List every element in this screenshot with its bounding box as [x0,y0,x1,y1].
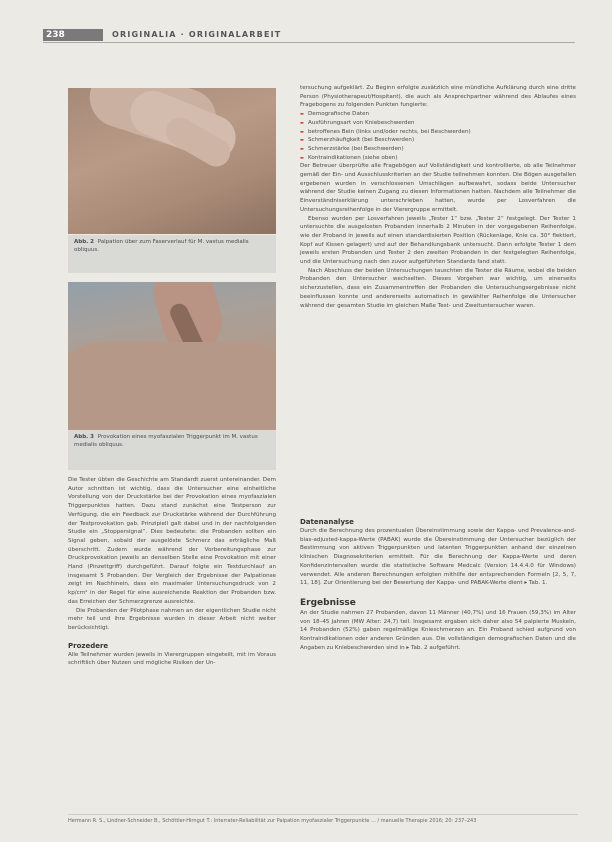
figure-3-caption-text: Provokation eines myofaszialen Triggerpunkt im M. vastus medialis obliquus. [74,434,258,448]
right-column [300,84,576,310]
figure-2-caption [68,235,276,273]
figure-3-label: Abb. 3 [74,434,94,440]
body-paragraph: Ebenso wurden per Losverfahren jeweils „Tester 1“ bzw. „Tester 2“ festgelegt. Der Tester 1 untersuchte die ausgelosten Probanden innerhalb 2 Minuten in der vorgegebenen Reihenfolge, wie der Proband in jeweils auf einen standardisierten Position (Rückenlage, Knie ca. 30° flektiert, Kopf auf Kissen gelagert) und auf der Behandlungsbank untersucht. Dann erfolgte Tester 1 dem jeweils ersten Probanden und Tester 2 den zweiten Probanden in der festgelegten Reihenfolge, und die Untersuchung nach den zuvor aufgeführten Standards fand statt. [300,215,576,266]
leg-shape [68,342,276,430]
body-paragraph: An der Studie nahmen 27 Probanden, davon 11 Männer (40,7%) und 16 Frauen (59,3%) im Alter von 18–45 Jahren (MW Alter: 24,7) teil. Insgesamt ergaben sich daher also 54 palpierte Muskeln, 14 Probanden (52%) gaben regelmäßige Knieschmerzen an. Ein Proband schied aufgrund von Kontraindikationen oder anderen Gründen aus. Die vollständigen demografischen Daten und die Angaben zu Kniebeschwerden sind in ▸ Tab. 2 aufgeführt. [300,609,576,651]
body-paragraph: tersuchung aufgeklärt. Zu Beginn erfolgte zusätzlich eine mündliche Aufklärung durch eine dritte Person (Physiotherapeut/Hospitant), die auch als Ansprechpartner während des Ablaufes eines Fragebogens zu folgenden Punkten fungierte: [300,85,576,109]
bullet-item: ▬ Schmerzstärke (bei Beschwerden) [300,145,576,154]
figure-3-photo [68,282,276,430]
section-label: ORIGINALIA · ORIGINALARBEIT [112,30,282,39]
body-paragraph: Durch die Berechnung des prozentualen Übereinstimmung sowie der Kappa- und Prevalence-and-bias-adjusted-kappa-Werte (PABAK) wurde die Übereinstimmung der Untersucher bezüglich der Bestimmung von aktiven Triggerpunkten und latenten Triggerpunkten anhand der einzelnen klinischen Diagnosekriterien ermittelt. Für die Berechnung der Kappa-Werte und deren Konfidenzintervallen wurde die statistische Software Medcalc (Version 14.4.4.0 für Windows) verwendet. Alle anderen Berechnungen erfolgten mithilfe der entsprechenden Formeln [2, 5, 7, 11, 18]. Zur Orientierung bei der Bewertung der Kappa- und PABAK-Werte dient ▸ Tab. 1. [300,528,576,587]
figure-2-caption-text: Palpation über zum Faserverlauf für M. vastus medialis obliquus. [74,239,249,253]
figure-3-caption [68,430,276,470]
bullet-item: ▬ Demografische Daten [300,110,576,119]
right-column-lower [300,517,576,652]
page-number: 238 [46,30,65,40]
data-analysis-heading: Datenanalyse [300,518,354,526]
header-rule [43,42,575,43]
body-paragraph: Der Betreuer überprüfte alle Fragebögen auf Vollständigkeit und kontrollierte, ob alle Teilnehmer gemäß der Ein- und Ausschlusskriterien an der Studie teilnehmen konnten. Die Bögen ausgefallen ergebenen wurden in verschlossenen Umschlägen aufbewahrt, sodass beide Untersucher während der Studie keinen Zugang zu diesen Informationen hatten. Nachdem alle Teilnehmer die Einverständniserklärung unterschrieben hatten, wurde per Losverfahren die Untersuchungsreihenfolge in der Vierergruppe ermittelt. [300,163,576,213]
body-paragraph: Die Tester übten die Geschichte am Standardt zuerst untereinander. Dem Autor schnitten ist wichtig, dass die Untersucher eine einheitliche Vorstellung von der Druckstärke bei der Provokation eines myofaszialen Triggerpunktes hatten. Dazu stand zunächst eine Testperson zur Verfügung, die ein Feedback zur Druckstärke während der Durchführung der Testprovokation gab. Prinzipiell galt dabei und in der nachfolgenden Studie ein „Stoppersignal“. Dies bedeutete: die Probanden sollten ein Signal geben, sobald der ausgelöste Schmerz das erträgliche Maß überschritt. Zudem wurde während der Vorbereitungsphase zur Druckprovokation jeweils an denselben Stelle eine Provokation mit einer Hand (Pinzettgriff) durchgeführt. Darauf folgte ein Testdurchlauf an insgesamt 5 Probanden. Der Vergleich der Ergebnisse der Palpationse zeigt im Nachhinein, dass ein maximaler Untersuchungsdruck von 2 kp/cm² in der Regel für eine ausreichende Reaktion der Probanden bzw. das Erreichen der Schmerzgrenze ausreichte. [68,477,276,605]
figure-2-label: Abb. 2 [74,239,94,245]
bullet-item: ▬ Ausführungsart von Kniebeschwerden [300,119,576,128]
left-column [68,476,276,668]
results-heading: Ergebnisse [300,597,356,608]
procedure-heading: Prozedere [68,641,109,650]
footer-citation: Hermann R. S., Lindner-Schneider B., Schöttler-Hirngut T.: Interrater-Reliabilität zur Palpation myofaszialer Triggerpunkte ... / manuelle Therapie 2016; 20: 237–243 [68,818,477,824]
bullet-item: ▬ Kontraindikationen (siehe oben) [300,154,576,163]
bullet-item: ▬ Schmerzhäufigkeit (bei Beschwerden) [300,136,576,145]
body-paragraph: Die Probanden der Pilotphase nahmen an der eigentlichen Studie nicht mehr teil und ihre Ergebnisse wurden in dieser Arbeit nicht weiter berücksichtigt. [68,607,276,631]
footer-rule [68,814,578,815]
bullet-item: ▬ betroffenes Bein (links und/oder rechts, bei Beschwerden) [300,128,576,137]
body-paragraph: Nach Abschluss der beiden Untersuchungen tauschten die Tester die Räume, wobei die beiden Probanden den Untersucher wechselten. Dieses Vorgehen war wichtig, um einerseits sicherzustellen, dass ein Zusammentreffen der Probanden die Untersuchungsergebnisse nicht beeinflussen konnte und andererseits automatisch in gewählter Reihenfolge die Untersucher während der gesamten Studie im gleichen Maße Test- und Zweituntersucher waren. [300,267,576,309]
body-paragraph: Alle Teilnehmer wurden jeweils in Vierergruppen eingeteilt, mit im Voraus schriftlich über Nutzen und mögliche Risiken der Un- [68,651,276,667]
figure-2-photo [68,88,276,234]
